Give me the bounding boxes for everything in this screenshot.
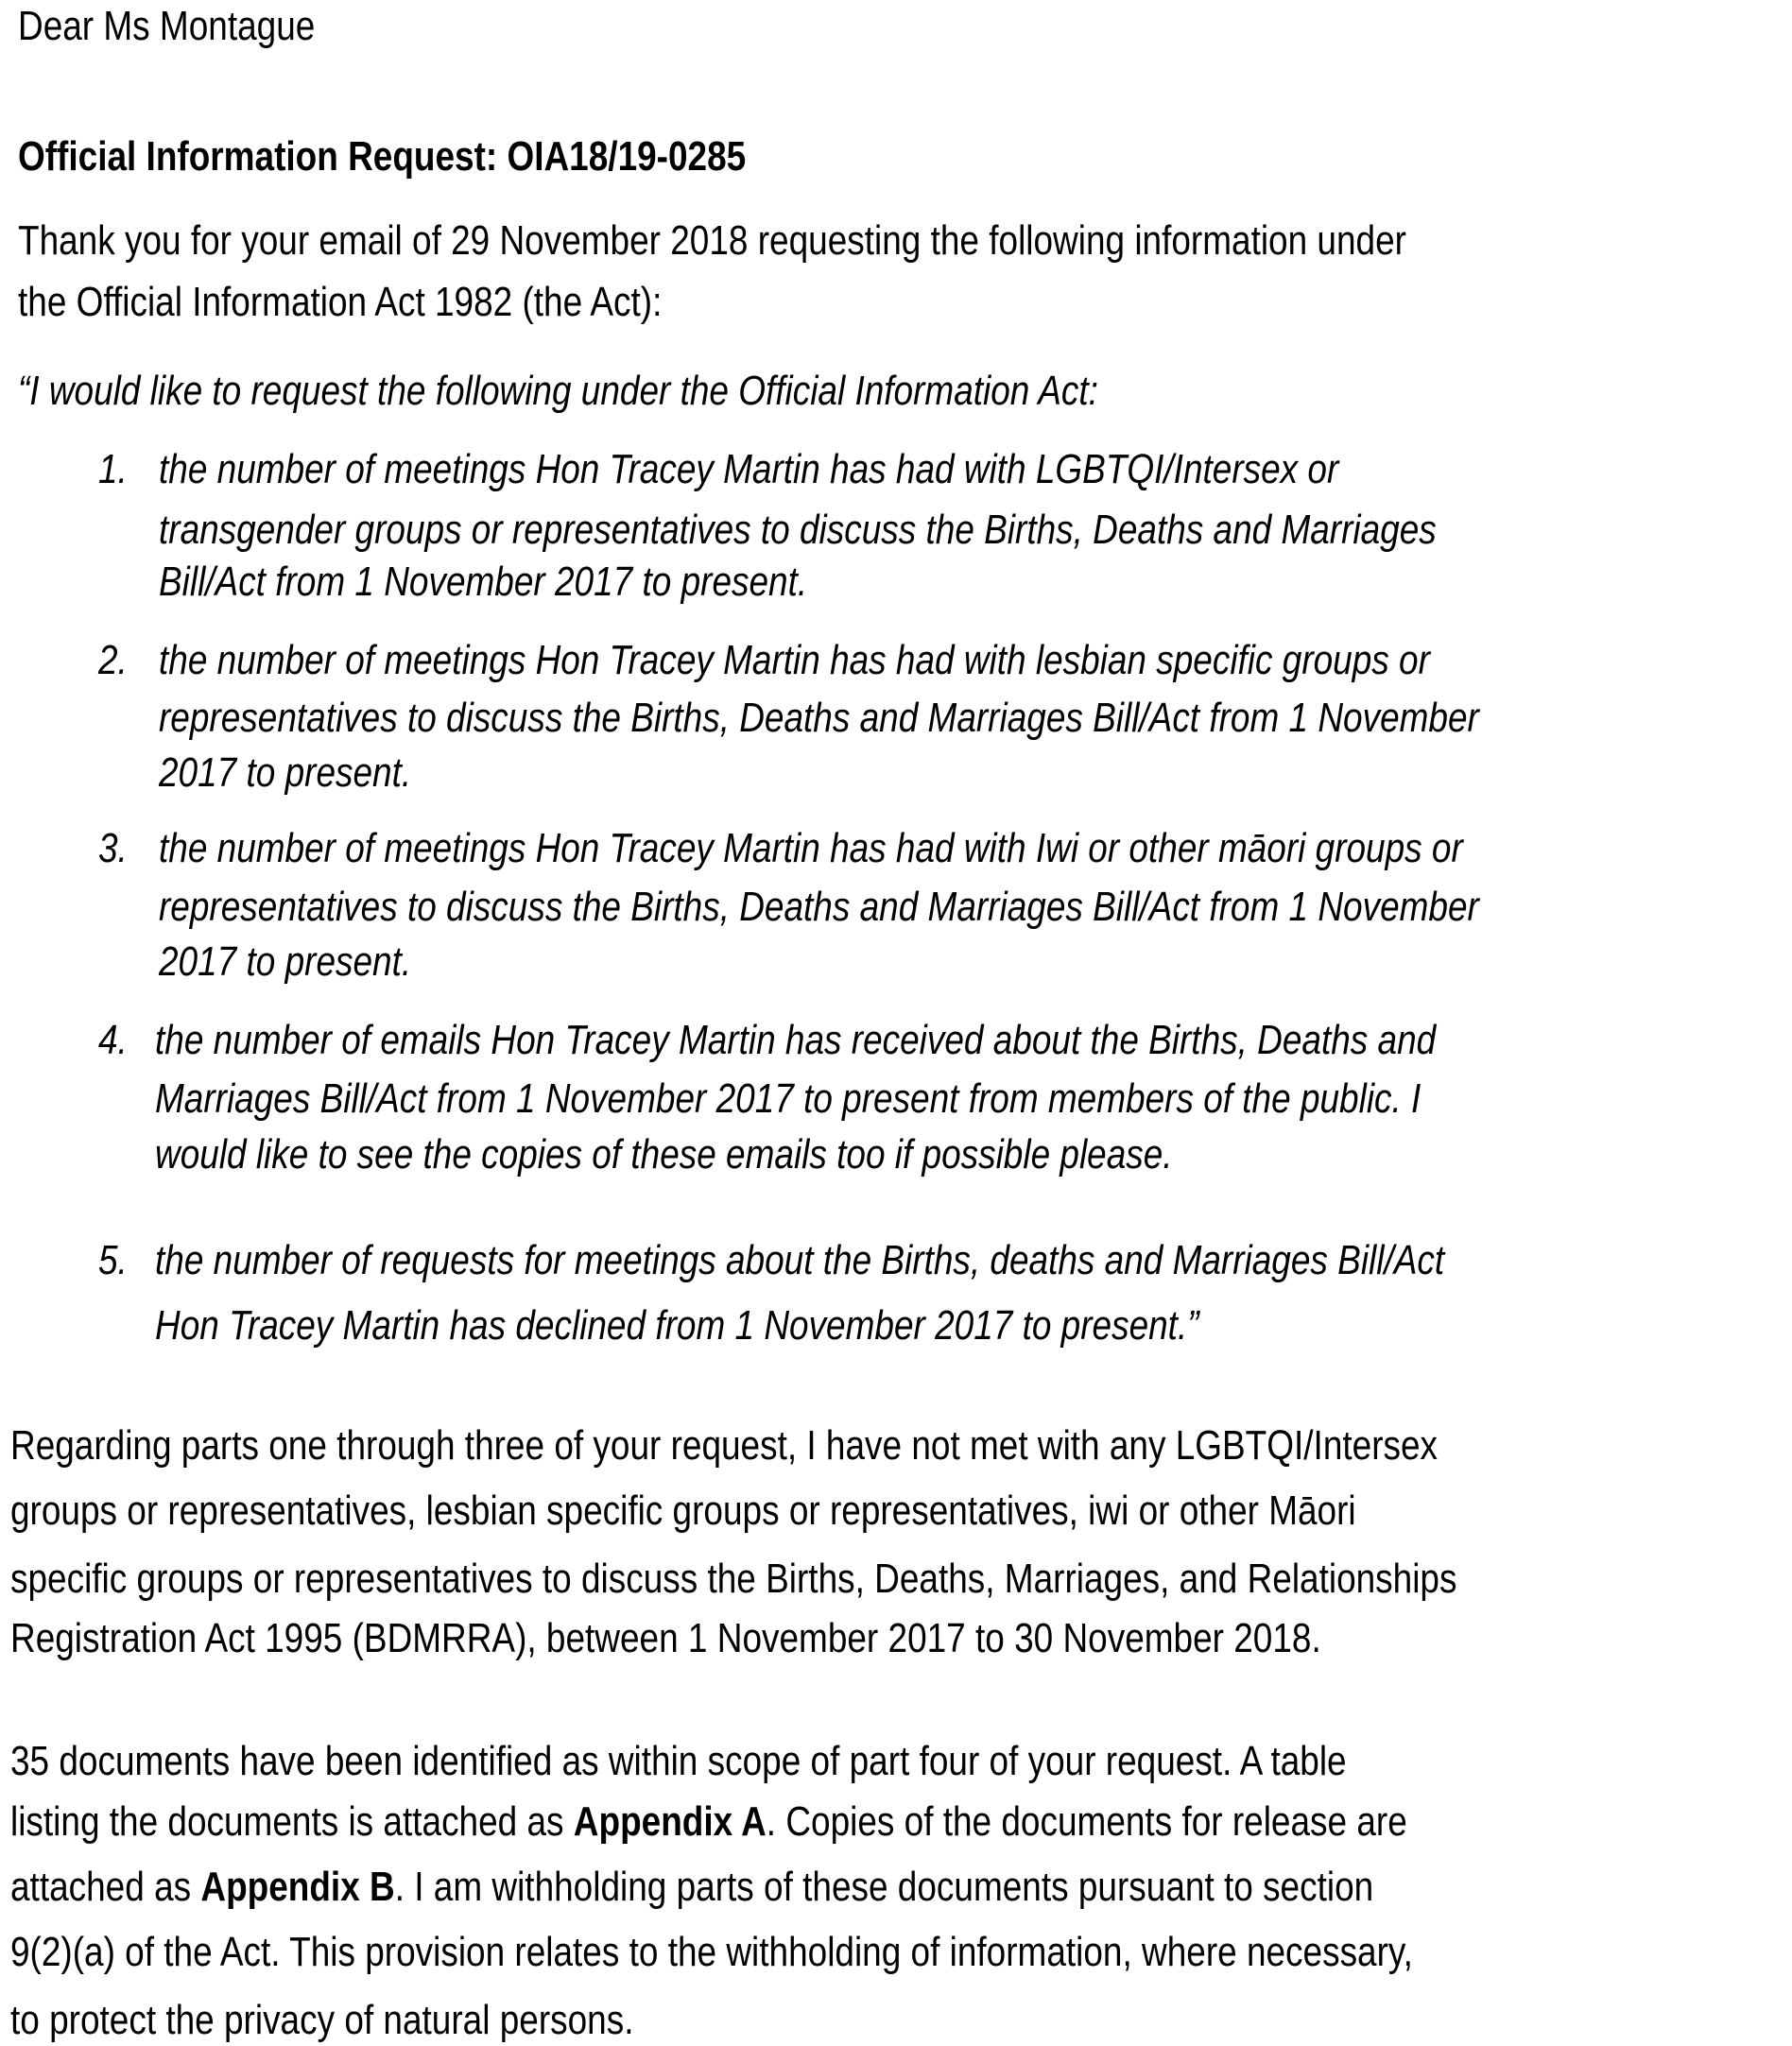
list-number: 2. bbox=[98, 637, 128, 683]
list-item-line: the number of meetings Hon Tracey Martin has had with lesbian specific groups or bbox=[159, 637, 1430, 683]
list-number: 1. bbox=[98, 446, 128, 492]
paragraph-line: groups or representatives, lesbian specific groups or representatives, iwi or other Māori bbox=[10, 1487, 1356, 1534]
text: . Copies of the documents for release are bbox=[766, 1798, 1407, 1845]
list-item-line: representatives to discuss the Births, Deaths and Marriages Bill/Act from 1 November bbox=[159, 695, 1479, 741]
list-item-line: the number of meetings Hon Tracey Martin has had with LGBTQI/Intersex or bbox=[159, 446, 1339, 492]
list-number: 4. bbox=[98, 1017, 128, 1063]
list-item-line: representatives to discuss the Births, Deaths and Marriages Bill/Act from 1 November bbox=[159, 884, 1479, 930]
quote-intro: “I would like to request the following under the Official Information Act: bbox=[18, 368, 1098, 414]
list-item-line: the number of requests for meetings about the Births, deaths and Marriages Bill/Act bbox=[155, 1237, 1445, 1283]
appendix-b-reference: Appendix B bbox=[200, 1864, 395, 1910]
intro-line: Thank you for your email of 29 November 2018 requesting the following information under bbox=[18, 217, 1406, 264]
list-item-line: the number of meetings Hon Tracey Martin has had with Iwi or other māori groups or bbox=[159, 825, 1463, 871]
list-item-line: 2017 to present. bbox=[159, 938, 412, 985]
paragraph-line bbox=[10, 1863, 1373, 1912]
list-item-line: would like to see the copies of these emails too if possible please. bbox=[155, 1131, 1173, 1178]
appendix-a-reference: Appendix A bbox=[573, 1798, 767, 1845]
paragraph-line bbox=[10, 1797, 1407, 1847]
text: attached as bbox=[10, 1864, 201, 1910]
list-item-line: 2017 to present. bbox=[159, 749, 412, 796]
list-item-line: Bill/Act from 1 November 2017 to present. bbox=[159, 559, 808, 605]
paragraph-line: Regarding parts one through three of your request, I have not met with any LGBTQI/Intersex bbox=[10, 1422, 1439, 1469]
list-number: 5. bbox=[98, 1237, 128, 1283]
list-item-line: Hon Tracey Martin has declined from 1 November 2017 to present.” bbox=[155, 1302, 1199, 1349]
intro-line: the Official Information Act 1982 (the Act): bbox=[18, 279, 663, 325]
salutation: Dear Ms Montague bbox=[18, 3, 316, 49]
text: listing the documents is attached as bbox=[10, 1798, 574, 1845]
list-item-line: transgender groups or representatives to discuss the Births, Deaths and Marriages bbox=[159, 507, 1437, 553]
paragraph-line: specific groups or representatives to discuss the Births, Deaths, Marriages, and Relationships bbox=[10, 1556, 1457, 1602]
paragraph-line: to protect the privacy of natural persons. bbox=[10, 1997, 634, 2043]
paragraph-line: 35 documents have been identified as within scope of part four of your request. A table bbox=[10, 1738, 1347, 1784]
list-item-line: Marriages Bill/Act from 1 November 2017 to present from members of the public. I bbox=[155, 1075, 1422, 1122]
paragraph-line: Registration Act 1995 (BDMRRA), between 1 November 2017 to 30 November 2018. bbox=[10, 1615, 1321, 1661]
text: . I am withholding parts of these documents pursuant to section bbox=[394, 1864, 1374, 1910]
paragraph-line: 9(2)(a) of the Act. This provision relates to the withholding of information, where necessary, bbox=[10, 1929, 1413, 1975]
request-heading: Official Information Request: OIA18/19-0285 bbox=[18, 133, 747, 180]
list-number: 3. bbox=[98, 825, 128, 871]
list-item-line: the number of emails Hon Tracey Martin has received about the Births, Deaths and bbox=[155, 1017, 1437, 1063]
